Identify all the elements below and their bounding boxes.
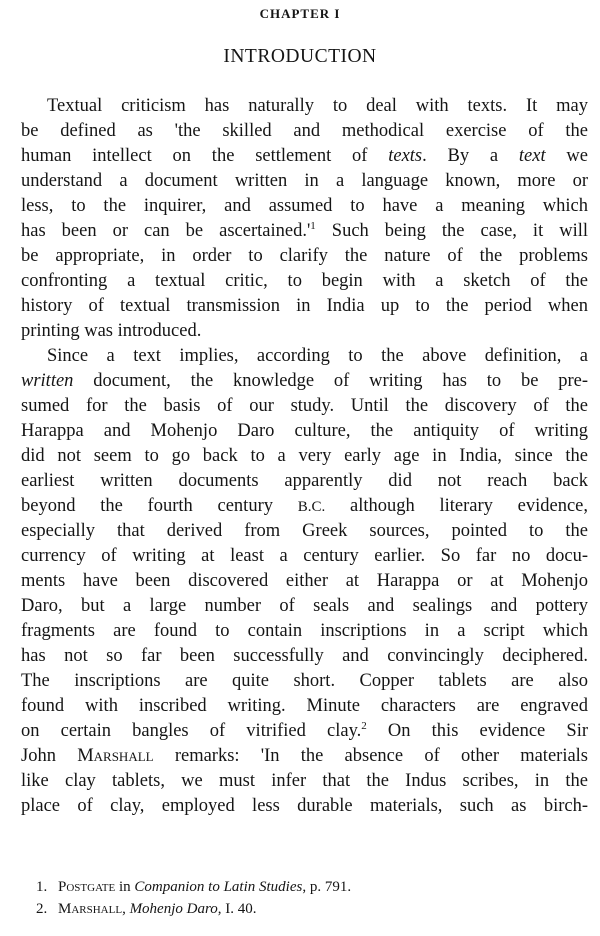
text-line: currency of writing at least a century earlier. So far no docu- [21,546,588,566]
text-line: Since a text implies, according to the above definition, a [47,346,588,366]
footnote-title: Mohenjo Daro [129,901,218,917]
text-line: written document, the knowledge of writing has to be pre- [21,371,588,391]
text-line: understand a document written in a language known, more or [21,171,588,191]
footnote: 1. Postgate in Companion to Latin Studies, p. 791. [36,876,576,898]
text-line: place of clay, employed less durable materials, such as birch- [21,796,588,816]
text-line: ments have been discovered either at Harappa or at Mohenjo [21,571,588,591]
chapter-label: CHAPTER I [259,6,341,21]
footnote-author: Postgate [58,879,116,895]
text-line: confronting a textual critic, to begin with a sketch of the [21,271,588,291]
text-line: did not seem to go back to a very early age in India, since the [21,446,588,466]
footnote: 2. Marshall, Mohenjo Daro, I. 40. [36,898,576,920]
era-abbrev: B.C. [297,499,326,515]
text-line: be defined as 'the skilled and methodical exercise of the [21,121,588,141]
text-line: found with inscribed writing. Minute characters are engraved [21,696,588,716]
chapter-title: INTRODUCTION [223,46,377,67]
text-line: Daro, but a large number of seals and sealings and pottery [21,596,588,616]
footnotes [36,876,576,920]
footnote-author: Marshall [58,901,123,917]
emphasis: texts [388,146,423,166]
text-line: Textual criticism has naturally to deal with texts. It may [47,96,588,116]
text-line: less, to the inquirer, and assumed to have a meaning which [21,196,588,216]
author-name: Marshall [77,746,154,766]
text-line: history of textual transmission in India up to the period when [21,296,588,316]
footnote-number: 2. [36,901,48,917]
text-line: fragments are found to contain inscriptions in a script which [21,621,588,641]
text-line: beyond the fourth century B.C. although literary evidence, [21,496,589,516]
text-line: especially that derived from Greek sources, pointed to the [21,521,588,541]
footnote-number: 1. [36,879,48,895]
text-line: on certain bangles of vitrified clay.$^2$ On this evidence Sir [21,719,589,741]
footnote-title: Companion to Latin Studies [134,879,303,895]
text-line: sumed for the basis of our study. Until the discovery of the [21,396,588,416]
emphasis: text [518,146,546,166]
emphasis: written [21,371,74,391]
text-line: like clay tablets, we must infer that the Indus scribes, in the [21,771,588,791]
footnote-ref: 2 [361,719,367,732]
footnote-ref: 1 [310,219,316,232]
text-line: has been or can be $ascertained.'^1$ Such being the case, it will [21,219,588,241]
text-line: be appropriate, in order to clarify the nature of the problems [21,246,588,266]
paragraph-1 [21,94,588,344]
text-line: printing was introduced. [21,321,202,341]
text-line: earliest written documents apparently did not reach back [21,471,588,491]
paragraph-2 [21,344,588,819]
text-line: has not so far been successfully and convincingly deciphered. [21,646,588,666]
text-line: Harappa and Mohenjo Daro culture, the antiquity of writing [21,421,588,441]
text-line: John Marshall remarks: 'In the absence of other materials [21,746,589,766]
text-line: The inscriptions are quite short. Copper tablets are also [21,671,588,691]
text-line: human intellect on the settlement of texts. By a text we [21,146,588,166]
